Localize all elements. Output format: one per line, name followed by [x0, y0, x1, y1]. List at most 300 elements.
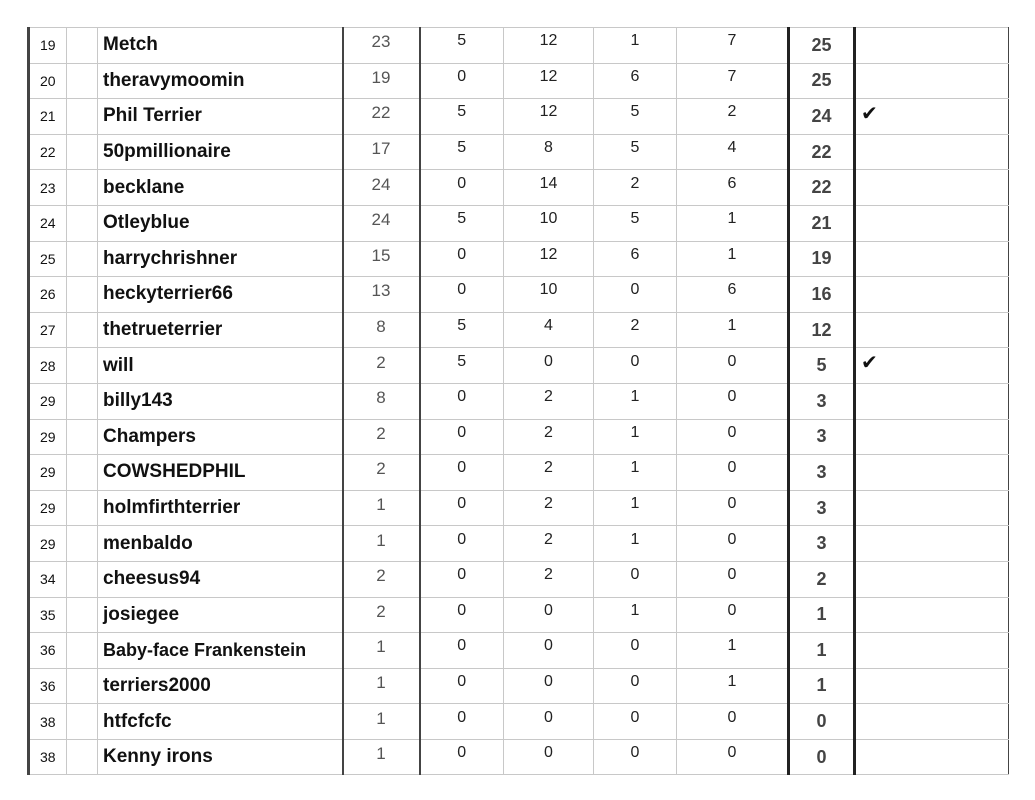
total-points-text: 25 — [811, 70, 832, 91]
total-points-text: 3 — [816, 390, 827, 411]
score-col-2-cell — [420, 561, 504, 597]
score-col-5-cell — [677, 134, 789, 170]
check-mark-cell — [855, 490, 1009, 526]
position-text: 20 — [40, 72, 56, 89]
total-points-text: 1 — [816, 604, 827, 625]
league-table-body — [29, 28, 1009, 775]
position-text: 36 — [40, 677, 56, 694]
check-mark-cell — [855, 455, 1009, 491]
score-col-3-cell — [504, 383, 594, 419]
score-col-2-cell — [420, 704, 504, 740]
position-text: 23 — [40, 179, 56, 196]
score-col-2-cell — [420, 383, 504, 419]
score-col-4-text: 1 — [630, 601, 640, 619]
score-col-4-text: 1 — [630, 423, 640, 441]
position-text: 29 — [40, 393, 56, 410]
table-row — [29, 419, 1009, 455]
score-col-3-text: 0 — [544, 352, 553, 370]
score-col-5-text: 6 — [727, 281, 737, 299]
player-name-cell — [98, 241, 343, 277]
total-points-cell — [789, 28, 855, 64]
score-col-5-text: 7 — [727, 32, 737, 50]
score-col-3-cell — [504, 526, 594, 562]
score-col-1-cell — [343, 490, 420, 526]
score-col-5-cell — [677, 561, 789, 597]
position-text: 26 — [40, 286, 56, 303]
score-col-3-cell — [504, 633, 594, 669]
table-row — [29, 277, 1009, 313]
player-name-cell — [98, 312, 343, 348]
check-mark-cell — [855, 526, 1009, 562]
position-text: 36 — [40, 642, 56, 659]
score-col-5-text: 1 — [727, 210, 737, 228]
score-col-1-text: 17 — [371, 139, 391, 159]
score-col-4-cell — [594, 419, 677, 455]
score-col-5-cell — [677, 241, 789, 277]
score-col-3-cell — [504, 99, 594, 135]
spacer-cell — [67, 170, 98, 206]
position-text: 28 — [40, 357, 56, 374]
score-col-3-text: 4 — [544, 317, 553, 335]
score-col-4-text: 2 — [630, 174, 640, 192]
score-col-5-text: 0 — [727, 352, 737, 370]
score-col-4-cell — [594, 597, 677, 633]
position-text: 25 — [40, 250, 56, 267]
position-text: 29 — [40, 428, 56, 445]
score-col-1-text: 2 — [376, 459, 386, 479]
score-col-5-cell — [677, 419, 789, 455]
score-col-1-cell — [343, 704, 420, 740]
score-col-5-cell — [677, 455, 789, 491]
score-col-2-text: 5 — [457, 352, 467, 370]
score-col-4-text: 6 — [630, 67, 640, 85]
score-col-2-cell — [420, 277, 504, 313]
score-col-1-text: 1 — [376, 495, 386, 515]
player-name-text: htfcfcfc — [103, 710, 172, 732]
total-points-text: 22 — [811, 177, 832, 198]
score-col-5-text: 0 — [727, 566, 737, 584]
score-col-4-text: 5 — [630, 103, 640, 121]
player-name-cell — [98, 28, 343, 64]
score-col-1-text: 8 — [376, 388, 386, 408]
score-col-4-cell — [594, 668, 677, 704]
score-col-2-text: 5 — [457, 317, 467, 335]
position-cell — [29, 597, 67, 633]
score-col-1-cell — [343, 455, 420, 491]
score-col-4-text: 1 — [630, 530, 640, 548]
total-points-text: 0 — [816, 711, 827, 732]
total-points-text: 16 — [811, 283, 832, 304]
total-points-cell — [789, 561, 855, 597]
score-col-3-cell — [504, 348, 594, 384]
player-name-text: holmfirthterrier — [103, 497, 241, 519]
score-col-4-cell — [594, 170, 677, 206]
score-col-4-text: 6 — [630, 245, 640, 263]
table-row — [29, 455, 1009, 491]
position-cell — [29, 277, 67, 313]
score-col-2-text: 0 — [457, 174, 467, 192]
table-row — [29, 526, 1009, 562]
score-col-1-text: 24 — [371, 210, 391, 230]
total-points-cell — [789, 597, 855, 633]
player-name-cell — [98, 277, 343, 313]
score-col-4-text: 1 — [630, 459, 640, 477]
check-mark-cell — [855, 633, 1009, 669]
score-col-5-cell — [677, 277, 789, 313]
check-mark-text: ✔ — [861, 352, 878, 375]
score-col-1-cell — [343, 526, 420, 562]
position-text: 29 — [40, 500, 56, 517]
total-points-cell — [789, 134, 855, 170]
score-col-1-cell — [343, 134, 420, 170]
score-col-4-text: 5 — [630, 139, 640, 157]
score-col-3-cell — [504, 63, 594, 99]
score-col-1-cell — [343, 668, 420, 704]
score-col-1-cell — [343, 739, 420, 775]
score-col-2-text: 5 — [457, 210, 467, 228]
player-name-cell — [98, 63, 343, 99]
position-cell — [29, 28, 67, 64]
score-col-3-text: 10 — [539, 210, 558, 228]
score-col-4-cell — [594, 312, 677, 348]
score-col-3-text: 8 — [544, 139, 553, 157]
score-col-2-cell — [420, 526, 504, 562]
score-col-3-cell — [504, 561, 594, 597]
total-points-cell — [789, 241, 855, 277]
spacer-cell — [67, 739, 98, 775]
total-points-cell — [789, 419, 855, 455]
total-points-text: 2 — [816, 568, 827, 589]
position-text: 29 — [40, 464, 56, 481]
score-col-5-cell — [677, 99, 789, 135]
score-col-4-cell — [594, 704, 677, 740]
spacer-cell — [67, 348, 98, 384]
total-points-cell — [789, 63, 855, 99]
total-points-cell — [789, 668, 855, 704]
player-name-text: menbaldo — [103, 532, 193, 554]
check-mark-cell — [855, 312, 1009, 348]
score-col-1-cell — [343, 419, 420, 455]
score-col-2-cell — [420, 170, 504, 206]
score-col-5-text: 0 — [727, 530, 737, 548]
score-col-3-text: 0 — [544, 744, 553, 762]
total-points-cell — [789, 739, 855, 775]
spacer-cell — [67, 241, 98, 277]
score-col-3-text: 0 — [544, 672, 553, 690]
table-row — [29, 633, 1009, 669]
score-col-1-text: 1 — [376, 530, 386, 550]
score-col-5-text: 1 — [727, 317, 737, 335]
score-col-1-text: 2 — [376, 566, 386, 586]
score-col-5-text: 1 — [727, 672, 737, 690]
player-name-text: theravymoomin — [103, 69, 245, 91]
score-col-1-text: 23 — [371, 32, 391, 52]
spacer-cell — [67, 490, 98, 526]
score-col-5-text: 7 — [727, 67, 737, 85]
score-col-4-cell — [594, 455, 677, 491]
score-col-1-cell — [343, 633, 420, 669]
table-row — [29, 490, 1009, 526]
player-name-cell — [98, 704, 343, 740]
score-col-3-cell — [504, 205, 594, 241]
score-col-4-text: 1 — [630, 495, 640, 513]
score-col-3-cell — [504, 739, 594, 775]
player-name-text: heckyterrier66 — [103, 283, 233, 305]
table-row — [29, 205, 1009, 241]
position-text: 22 — [40, 144, 56, 161]
score-col-4-cell — [594, 526, 677, 562]
spacer-cell — [67, 419, 98, 455]
score-col-2-text: 5 — [457, 139, 467, 157]
table-row — [29, 704, 1009, 740]
score-col-4-cell — [594, 739, 677, 775]
score-col-4-text: 0 — [630, 637, 640, 655]
table-row — [29, 739, 1009, 775]
score-col-3-text: 0 — [544, 601, 553, 619]
score-col-5-cell — [677, 597, 789, 633]
score-col-5-text: 1 — [727, 637, 737, 655]
score-col-3-cell — [504, 241, 594, 277]
score-col-2-text: 5 — [457, 32, 467, 50]
check-mark-cell — [855, 561, 1009, 597]
position-text: 34 — [40, 571, 56, 588]
score-col-1-text: 2 — [376, 601, 386, 621]
player-name-cell — [98, 419, 343, 455]
position-text: 24 — [40, 215, 56, 232]
player-name-cell — [98, 455, 343, 491]
table-row — [29, 597, 1009, 633]
player-name-cell — [98, 526, 343, 562]
spacer-cell — [67, 668, 98, 704]
check-mark-cell — [855, 28, 1009, 64]
spacer-cell — [67, 561, 98, 597]
total-points-text: 19 — [811, 248, 832, 269]
league-table — [27, 27, 1009, 775]
table-row — [29, 28, 1009, 64]
check-mark-cell — [855, 597, 1009, 633]
check-mark-cell — [855, 277, 1009, 313]
score-col-5-cell — [677, 526, 789, 562]
score-col-1-cell — [343, 170, 420, 206]
score-col-5-cell — [677, 490, 789, 526]
score-col-4-text: 1 — [630, 388, 640, 406]
score-col-4-cell — [594, 633, 677, 669]
score-col-2-text: 0 — [457, 281, 467, 299]
score-col-1-text: 13 — [371, 281, 391, 301]
score-col-2-cell — [420, 739, 504, 775]
table-row — [29, 383, 1009, 419]
player-name-text: josiegee — [103, 603, 180, 625]
score-col-3-text: 2 — [544, 495, 553, 513]
score-col-2-text: 0 — [457, 601, 467, 619]
score-col-2-cell — [420, 633, 504, 669]
spacer-cell — [67, 597, 98, 633]
score-col-3-cell — [504, 277, 594, 313]
score-col-5-cell — [677, 205, 789, 241]
score-col-2-cell — [420, 28, 504, 64]
score-col-2-text: 0 — [457, 744, 467, 762]
score-col-5-text: 0 — [727, 495, 737, 513]
score-col-3-text: 12 — [539, 32, 558, 50]
position-cell — [29, 241, 67, 277]
score-col-4-text: 0 — [630, 708, 640, 726]
score-col-1-cell — [343, 63, 420, 99]
score-col-1-text: 19 — [371, 67, 391, 87]
check-mark-cell — [855, 739, 1009, 775]
position-cell — [29, 455, 67, 491]
player-name-text: Kenny irons — [103, 746, 213, 768]
score-col-4-cell — [594, 561, 677, 597]
player-name-text: thetrueterrier — [103, 319, 223, 341]
score-col-1-cell — [343, 312, 420, 348]
table-row — [29, 348, 1009, 384]
player-name-cell — [98, 170, 343, 206]
spacer-cell — [67, 99, 98, 135]
score-col-5-cell — [677, 739, 789, 775]
score-col-2-cell — [420, 668, 504, 704]
total-points-text: 24 — [811, 105, 832, 126]
total-points-text: 22 — [811, 141, 832, 162]
score-col-5-cell — [677, 170, 789, 206]
score-col-1-text: 1 — [376, 708, 386, 728]
score-col-5-cell — [677, 312, 789, 348]
score-col-2-cell — [420, 490, 504, 526]
table-row — [29, 241, 1009, 277]
position-cell — [29, 739, 67, 775]
score-col-2-text: 0 — [457, 530, 467, 548]
total-points-cell — [789, 526, 855, 562]
position-cell — [29, 490, 67, 526]
score-col-3-text: 2 — [544, 459, 553, 477]
total-points-cell — [789, 205, 855, 241]
player-name-cell — [98, 99, 343, 135]
total-points-text: 3 — [816, 461, 827, 482]
player-name-cell — [98, 597, 343, 633]
score-col-5-cell — [677, 28, 789, 64]
score-col-4-cell — [594, 205, 677, 241]
total-points-cell — [789, 170, 855, 206]
check-mark-cell — [855, 668, 1009, 704]
position-cell — [29, 383, 67, 419]
score-col-3-text: 2 — [544, 566, 553, 584]
score-col-2-cell — [420, 205, 504, 241]
score-col-3-cell — [504, 597, 594, 633]
player-name-text: Otleyblue — [103, 212, 190, 234]
total-points-cell — [789, 277, 855, 313]
total-points-cell — [789, 455, 855, 491]
check-mark-cell — [855, 134, 1009, 170]
player-name-cell — [98, 383, 343, 419]
score-col-1-cell — [343, 561, 420, 597]
player-name-text: billy143 — [103, 390, 173, 412]
position-text: 21 — [40, 108, 56, 125]
total-points-cell — [789, 704, 855, 740]
score-col-2-text: 0 — [457, 708, 467, 726]
score-col-2-text: 0 — [457, 495, 467, 513]
score-col-5-text: 2 — [727, 103, 737, 121]
position-text: 27 — [40, 322, 56, 339]
score-col-4-cell — [594, 28, 677, 64]
score-col-5-cell — [677, 383, 789, 419]
score-col-4-text: 0 — [630, 281, 640, 299]
score-col-1-text: 15 — [371, 245, 391, 265]
position-cell — [29, 526, 67, 562]
score-col-4-text: 0 — [630, 744, 640, 762]
score-col-2-cell — [420, 241, 504, 277]
score-col-2-cell — [420, 63, 504, 99]
total-points-cell — [789, 633, 855, 669]
player-name-text: terriers2000 — [103, 674, 211, 696]
score-col-5-cell — [677, 704, 789, 740]
spacer-cell — [67, 312, 98, 348]
position-text: 35 — [40, 606, 56, 623]
score-col-2-cell — [420, 455, 504, 491]
score-col-5-cell — [677, 668, 789, 704]
score-col-4-cell — [594, 241, 677, 277]
check-mark-cell — [855, 63, 1009, 99]
position-cell — [29, 312, 67, 348]
check-mark-text: ✔ — [861, 102, 878, 125]
check-mark-cell — [855, 419, 1009, 455]
total-points-text: 21 — [811, 212, 832, 233]
score-col-5-cell — [677, 63, 789, 99]
score-col-5-text: 0 — [727, 388, 737, 406]
score-col-2-text: 0 — [457, 67, 467, 85]
score-col-3-cell — [504, 668, 594, 704]
table-row — [29, 668, 1009, 704]
score-col-3-text: 14 — [539, 174, 558, 192]
score-col-2-cell — [420, 419, 504, 455]
score-col-4-cell — [594, 134, 677, 170]
player-name-cell — [98, 561, 343, 597]
player-name-text: becklane — [103, 176, 185, 198]
score-col-1-text: 1 — [376, 637, 386, 657]
score-col-3-cell — [504, 134, 594, 170]
score-col-2-cell — [420, 99, 504, 135]
player-name-cell — [98, 668, 343, 704]
check-mark-cell — [855, 205, 1009, 241]
score-col-2-cell — [420, 134, 504, 170]
table-row — [29, 99, 1009, 135]
position-cell — [29, 668, 67, 704]
position-text: 19 — [40, 37, 56, 54]
score-col-3-cell — [504, 490, 594, 526]
score-col-5-text: 0 — [727, 601, 737, 619]
score-col-3-text: 12 — [539, 67, 558, 85]
total-points-text: 3 — [816, 497, 827, 518]
score-col-3-cell — [504, 312, 594, 348]
total-points-text: 25 — [811, 34, 832, 55]
spacer-cell — [67, 205, 98, 241]
score-col-1-cell — [343, 597, 420, 633]
score-col-3-text: 12 — [539, 103, 558, 121]
score-col-5-text: 4 — [727, 139, 737, 157]
spacer-cell — [67, 704, 98, 740]
score-col-3-text: 10 — [539, 281, 558, 299]
spacer-cell — [67, 455, 98, 491]
score-col-3-cell — [504, 170, 594, 206]
player-name-text: 50pmillionaire — [103, 141, 231, 163]
score-col-1-cell — [343, 205, 420, 241]
score-col-1-text: 2 — [376, 352, 386, 372]
player-name-text: COWSHEDPHIL — [103, 461, 246, 483]
total-points-text: 1 — [816, 675, 827, 696]
table-row — [29, 134, 1009, 170]
check-mark-cell — [855, 704, 1009, 740]
player-name-cell — [98, 348, 343, 384]
score-col-5-text: 6 — [727, 174, 737, 192]
check-mark-cell — [855, 348, 1009, 384]
